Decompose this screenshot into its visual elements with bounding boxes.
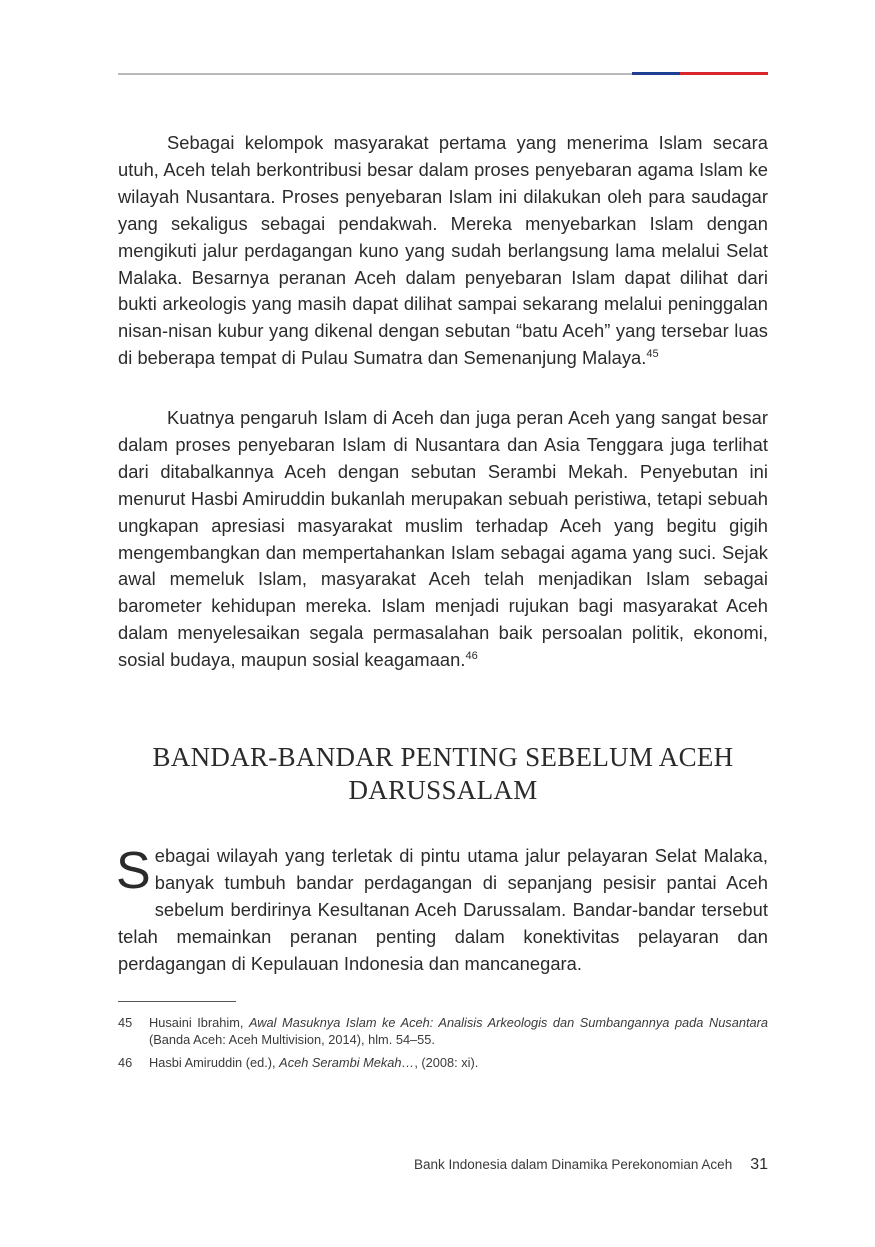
page-number: 31 — [750, 1156, 768, 1173]
footnote-ref-46[interactable]: 46 — [465, 650, 478, 663]
footnote-author: Hasbi Amiruddin (ed.), — [149, 1055, 276, 1070]
drop-cap: S — [116, 842, 151, 900]
section-heading — [118, 741, 768, 807]
paragraph-3 — [118, 843, 768, 978]
footnote-number: 45 — [118, 1015, 133, 1030]
paragraph-text: Sebagai kelompok masyarakat pertama yang menerima Islam secara utuh, Aceh telah berkontribusi besar dalam proses penyebaran agama Islam ke wilayah Nusantara. Proses penyebaran Islam ini dilakukan oleh para saudagar yang sekaligus sebagai pendakwah. Mereka menyebarkan Islam dengan mengikuti jalur perdagangan kuno yang sudah berlangsung lama melalui Selat Malaka. Besarnya peranan Aceh dalam penyebaran Islam dapat dilihat dari bukti arkeologis yang masih dapat dilihat sampai sekarang melalui peninggalan nisan-nisan kubur yang dikenal dengan sebutan “batu Aceh” yang tersebar luas di beberapa tempat di Pulau Sumatra dan Semenanjung Malaya. — [118, 132, 768, 369]
paragraph-text: Kuatnya pengaruh Islam di Aceh dan juga peran Aceh yang sangat besar dalam proses penyebaran Islam di Nusantara dan Asia Tenggara juga terlihat dari ditabalkannya Aceh dengan sebutan Serambi Mekah. Penyebutan ini menurut Hasbi Amiruddin bukanlah merupakan sebuah peristiwa, tetapi sebuah ungkapan apresiasi masyarakat muslim terhadap Aceh yang begitu gigih mengembangkan dan mempertahankan Islam sebagai agama yang suci. Sejak awal memeluk Islam, masyarakat Aceh telah menjadikan Islam sebagai barometer kehidupan mereka. Islam menjadi rujukan bagi masyarakat Aceh dalam menyelesaikan segala permasalahan baik persoalan politik, ekonomi, sosial budaya, maupun sosial keagamaan. — [118, 407, 768, 671]
page-footer — [414, 1156, 768, 1174]
footnote-text — [149, 1054, 768, 1071]
footnote-title: Awal Masuknya Islam ke Aceh: Analisis Arkeologis dan Sumbangannya pada Nusantara — [249, 1015, 768, 1030]
footnote-rest: , (2008: xi). — [414, 1055, 479, 1070]
paragraph-text: ebagai wilayah yang terletak di pintu utama jalur pelayaran Selat Malaka, banyak tumbuh bandar perdagangan di sepanjang pesisir pantai Aceh sebelum berdirinya Kesultanan Aceh Darussalam. Bandar-bandar tersebut telah memainkan peranan penting dalam konektivitas pelayaran dan perdagangan di Kepulauan Indonesia dan mancanegara. — [118, 845, 768, 974]
footnote-author: Husaini Ibrahim, — [149, 1015, 244, 1030]
footnote-title: Aceh Serambi Mekah… — [279, 1055, 415, 1070]
footnote-number: 46 — [118, 1055, 133, 1070]
footnote-45 — [118, 1014, 768, 1048]
paragraph-2 — [118, 405, 768, 674]
footnote-ref-45[interactable]: 45 — [646, 348, 659, 361]
header-rule-gray — [118, 73, 632, 75]
footnote-rest: (Banda Aceh: Aceh Multivision, 2014), hlm. 54–55. — [149, 1032, 435, 1047]
footnote-text — [149, 1014, 768, 1048]
header-rule-blue — [632, 72, 680, 75]
footer-book-title: Bank Indonesia dalam Dinamika Perekonomian Aceh — [414, 1157, 733, 1172]
section-heading-line-1: BANDAR-BANDAR PENTING SEBELUM ACEH — [152, 742, 734, 772]
footnote-46 — [118, 1054, 768, 1071]
footnote-divider — [118, 1001, 236, 1002]
paragraph-1 — [118, 130, 768, 372]
header-rule-red — [680, 72, 768, 75]
section-heading-line-2: DARUSSALAM — [348, 775, 538, 805]
